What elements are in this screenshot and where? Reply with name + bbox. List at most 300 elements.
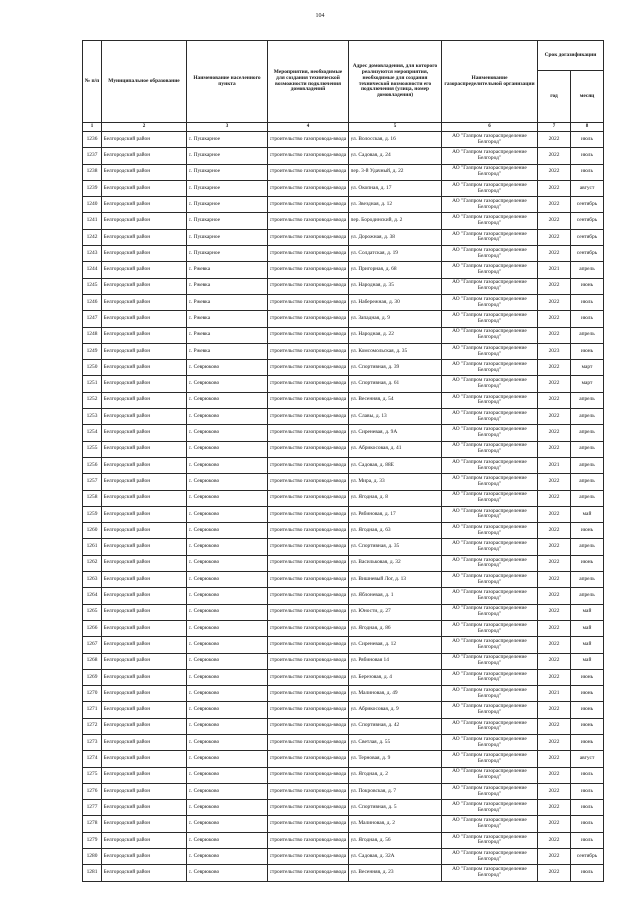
cell-address-text: ул. Сиреневая, д. 12 (350, 640, 397, 647)
cell-settlement-text: с. Пушкарное (188, 135, 220, 142)
cell-month (571, 506, 604, 522)
cell-gas-organization-text: АО "Газпром газораспределение Белгород" (452, 263, 527, 276)
cell-address (349, 718, 442, 734)
cell-month (571, 832, 604, 848)
cell-municipality (102, 523, 187, 539)
cell-address (349, 669, 442, 685)
cell-settlement (187, 392, 268, 408)
table-row (83, 620, 604, 636)
cell-address-text: ул. Спортивная, д. 35 (350, 543, 400, 550)
cell-settlement-text: с. Пушкарное (188, 217, 220, 224)
cell-year-text: 2022 (548, 152, 560, 159)
cell-municipality (102, 832, 187, 848)
cell-settlement-text: с. Севрюково (188, 722, 220, 729)
cell-address-text: ул. Ягодная, д. 86 (350, 624, 391, 631)
column-number: 8 (571, 123, 604, 132)
cell-year-text: 2022 (548, 657, 560, 664)
cell-address (349, 832, 442, 848)
cell-measure (268, 849, 349, 865)
cell-row-number (83, 409, 102, 425)
table-row (83, 457, 604, 473)
cell-municipality (102, 229, 187, 245)
cell-measure-text: строительство газопровода-ввода (269, 543, 347, 550)
cell-measure-text: строительство газопровода-ввода (269, 592, 347, 599)
cell-measure (268, 767, 349, 783)
table-row (83, 816, 604, 832)
cell-month (571, 653, 604, 669)
cell-municipality (102, 262, 187, 278)
table-row (83, 865, 604, 881)
cell-measure (268, 620, 349, 636)
cell-gas-organization-text: АО "Газпром газораспределение Белгород" (452, 507, 527, 520)
cell-address (349, 229, 442, 245)
cell-gas-organization (442, 180, 538, 196)
cell-gas-organization (442, 718, 538, 734)
cell-gas-organization (442, 588, 538, 604)
column-number: 7 (538, 123, 571, 132)
cell-address (349, 865, 442, 881)
cell-gas-organization-text: АО "Газпром газораспределение Белгород" (452, 556, 527, 569)
cell-year (538, 767, 571, 783)
cell-gas-organization (442, 490, 538, 506)
cell-settlement (187, 262, 268, 278)
cell-row-number (83, 132, 102, 148)
cell-municipality-text: Белгородский район (103, 412, 151, 419)
cell-settlement-text: с. Ржевка (188, 266, 211, 273)
cell-municipality (102, 343, 187, 359)
cell-address-text: ул. Покровская, д. 7 (350, 787, 397, 794)
cell-settlement (187, 474, 268, 490)
cell-municipality (102, 457, 187, 473)
cell-gas-organization-text: АО "Газпром газораспределение Белгород" (452, 638, 527, 650)
cell-gas-organization-text: АО "Газпром газораспределение Белгород" (452, 312, 527, 324)
cell-year-text: 2022 (548, 477, 560, 484)
cell-address (349, 180, 442, 196)
cell-measure (268, 653, 349, 669)
cell-measure (268, 702, 349, 718)
cell-row-number (83, 164, 102, 180)
cell-address (349, 555, 442, 571)
column-number: 1 (83, 123, 102, 132)
cell-address (349, 637, 442, 653)
column-number: 2 (102, 123, 187, 132)
cell-gas-organization (442, 800, 538, 816)
table-row (83, 246, 604, 262)
cell-year (538, 832, 571, 848)
cell-address-text: ул. Окопная, д. 17 (350, 184, 392, 191)
cell-year-text: 2022 (548, 168, 560, 175)
cell-year (538, 457, 571, 473)
cell-municipality-text: Белгородский район (103, 722, 151, 729)
cell-address (349, 392, 442, 408)
cell-municipality (102, 278, 187, 294)
cell-settlement (187, 506, 268, 522)
cell-address-text: ул. Звездная, д. 12 (350, 200, 393, 207)
cell-municipality-text: Белгородский район (103, 298, 151, 305)
cell-settlement-text: с. Севрюково (188, 363, 220, 370)
cell-gas-organization-text: АО "Газпром газораспределение Белгород" (452, 540, 527, 553)
cell-row-number-text: 1269 (86, 673, 98, 680)
cell-year (538, 213, 571, 229)
header-settlement: Наименование населенного пункта (187, 41, 268, 123)
cell-measure (268, 457, 349, 473)
cell-month-text: июль (581, 820, 593, 827)
cell-month-text: июнь (580, 689, 594, 696)
cell-gas-organization (442, 360, 538, 376)
cell-address (349, 702, 442, 718)
cell-row-number-text: 1277 (86, 803, 98, 810)
cell-address (349, 572, 442, 588)
cell-municipality (102, 213, 187, 229)
cell-settlement (187, 620, 268, 636)
cell-municipality (102, 637, 187, 653)
cell-measure-text: строительство газопровода-ввода (269, 347, 347, 354)
cell-gas-organization (442, 457, 538, 473)
cell-measure (268, 278, 349, 294)
cell-settlement (187, 669, 268, 685)
table-row (83, 360, 604, 376)
cell-municipality (102, 702, 187, 718)
cell-month (571, 849, 604, 865)
cell-year (538, 490, 571, 506)
cell-gas-organization-text: АО "Газпром газораспределение Белгород" (452, 279, 527, 292)
table-row (83, 441, 604, 457)
cell-month (571, 425, 604, 441)
cell-month (571, 734, 604, 750)
cell-municipality (102, 849, 187, 865)
cell-row-number (83, 832, 102, 848)
cell-measure (268, 327, 349, 343)
cell-measure-text: строительство газопровода-ввода (269, 657, 347, 664)
cell-row-number (83, 865, 102, 881)
cell-gas-organization-text: АО "Газпром газораспределение Белгород" (452, 866, 527, 878)
cell-measure-text: строительство газопровода-ввода (269, 673, 347, 680)
cell-address (349, 425, 442, 441)
cell-address-text: ул. Сиреневая, д. 9А (350, 429, 398, 436)
cell-address (349, 588, 442, 604)
cell-gas-organization (442, 783, 538, 799)
cell-row-number (83, 441, 102, 457)
cell-address-text: ул. Абрикосовая, д. 9 (350, 706, 399, 713)
cell-gas-organization (442, 653, 538, 669)
cell-gas-organization-text: АО "Газпром газораспределение Белгород" (452, 686, 527, 699)
cell-month-text: апрель (579, 412, 595, 419)
cell-address-text: ул. Набережная, д. 30 (350, 298, 400, 305)
cell-month-text: июль (581, 168, 593, 175)
header-municipality: Муниципальное образование (102, 41, 187, 123)
cell-year-text: 2022 (548, 592, 560, 599)
cell-address (349, 800, 442, 816)
cell-address (349, 262, 442, 278)
cell-municipality-text: Белгородский район (103, 608, 151, 615)
cell-measure (268, 213, 349, 229)
cell-gas-organization-text: АО "Газпром газораспределение Белгород" (452, 849, 527, 862)
cell-row-number-text: 1250 (86, 363, 98, 370)
cell-row-number-text: 1281 (86, 869, 98, 876)
header-year: год (538, 71, 571, 123)
cell-settlement (187, 376, 268, 392)
cell-measure-text: строительство газопровода-ввода (269, 266, 347, 273)
table-row (83, 686, 604, 702)
cell-address (349, 246, 442, 262)
cell-row-number (83, 734, 102, 750)
cell-address-text: ул. Волосская, д. 16 (350, 135, 396, 142)
cell-year (538, 523, 571, 539)
cell-settlement-text: с. Севрюково (188, 494, 220, 501)
cell-settlement (187, 800, 268, 816)
table-row (83, 213, 604, 229)
cell-settlement-text: с. Пушкарное (188, 184, 220, 191)
cell-month-text: июль (581, 135, 593, 142)
table-row (83, 425, 604, 441)
cell-row-number-text: 1240 (86, 200, 98, 207)
cell-month (571, 490, 604, 506)
cell-municipality (102, 327, 187, 343)
cell-measure (268, 490, 349, 506)
cell-municipality (102, 132, 187, 148)
cell-year-text: 2022 (548, 445, 560, 452)
table-row (83, 180, 604, 196)
table-row (83, 718, 604, 734)
cell-municipality-text: Белгородский район (103, 543, 151, 550)
cell-measure (268, 294, 349, 310)
cell-month-text: апрель (579, 429, 595, 436)
cell-address-text: ул. Малиновая, д. 2 (350, 820, 395, 827)
cell-month (571, 409, 604, 425)
cell-month-text: июнь (580, 706, 594, 713)
cell-measure-text: строительство газопровода-ввода (269, 477, 347, 484)
cell-municipality (102, 783, 187, 799)
cell-gas-organization (442, 604, 538, 620)
cell-measure (268, 832, 349, 848)
cell-month (571, 441, 604, 457)
cell-municipality-text: Белгородский район (103, 217, 151, 224)
cell-gas-organization-text: АО "Газпром газораспределение Белгород" (452, 246, 527, 259)
cell-settlement-text: с. Севрюково (188, 592, 220, 599)
cell-municipality-text: Белгородский район (103, 771, 151, 778)
cell-month (571, 539, 604, 555)
cell-address (349, 751, 442, 767)
cell-measure-text: строительство газопровода-ввода (269, 836, 347, 843)
cell-settlement (187, 490, 268, 506)
cell-measure (268, 180, 349, 196)
cell-month-text: апрель (579, 266, 595, 273)
cell-measure-text: строительство газопровода-ввода (269, 282, 347, 289)
cell-municipality (102, 718, 187, 734)
cell-row-number-text: 1249 (86, 347, 98, 354)
cell-address (349, 213, 442, 229)
cell-settlement (187, 767, 268, 783)
cell-settlement (187, 278, 268, 294)
cell-measure-text: строительство газопровода-ввода (269, 445, 347, 452)
cell-row-number (83, 539, 102, 555)
cell-settlement (187, 213, 268, 229)
cell-measure (268, 164, 349, 180)
cell-year (538, 229, 571, 245)
cell-year-text: 2022 (548, 429, 560, 436)
cell-row-number (83, 392, 102, 408)
cell-municipality-text: Белгородский район (103, 706, 151, 713)
cell-settlement (187, 327, 268, 343)
cell-municipality (102, 164, 187, 180)
cell-municipality-text: Белгородский район (103, 510, 151, 517)
cell-municipality-text: Белгородский район (103, 331, 151, 338)
cell-measure-text: строительство газопровода-ввода (269, 738, 347, 745)
cell-settlement-text: с. Севрюково (188, 543, 220, 550)
cell-municipality (102, 197, 187, 213)
cell-month-text: июнь (580, 559, 594, 566)
cell-settlement (187, 311, 268, 327)
table-row (83, 783, 604, 799)
cell-settlement (187, 343, 268, 359)
cell-measure (268, 246, 349, 262)
cell-settlement-text: с. Севрюково (188, 608, 220, 615)
table-row (83, 197, 604, 213)
cell-address-text: ул. Весенняя, д. 54 (350, 396, 394, 403)
cell-settlement (187, 457, 268, 473)
cell-row-number (83, 849, 102, 865)
cell-municipality-text: Белгородский район (103, 266, 151, 273)
cell-municipality-text: Белгородский район (103, 689, 151, 696)
cell-row-number-text: 1241 (86, 217, 98, 224)
cell-measure (268, 539, 349, 555)
cell-year (538, 343, 571, 359)
cell-municipality (102, 751, 187, 767)
cell-row-number-text: 1238 (86, 168, 98, 175)
cell-measure (268, 751, 349, 767)
cell-measure-text: строительство газопровода-ввода (269, 152, 347, 159)
cell-row-number-text: 1279 (86, 836, 98, 843)
cell-settlement-text: с. Севрюково (188, 624, 220, 631)
cell-address-text: ул. Комсомольская, д. 35 (350, 347, 408, 354)
table-row (83, 572, 604, 588)
cell-settlement-text: с. Пушкарное (188, 249, 220, 256)
table-row (83, 327, 604, 343)
cell-settlement (187, 523, 268, 539)
cell-municipality (102, 816, 187, 832)
cell-address-text: ул. Ягодная, д. 8 (350, 494, 388, 501)
cell-month (571, 246, 604, 262)
cell-year-text: 2022 (548, 755, 560, 762)
cell-address-text: ул. Пригорная, д. 68 (350, 266, 397, 273)
cell-gas-organization-text: АО "Газпром газораспределение Белгород" (452, 214, 527, 227)
cell-gas-organization (442, 572, 538, 588)
cell-settlement-text: с. Ржевка (188, 298, 211, 305)
cell-year (538, 246, 571, 262)
cell-row-number (83, 148, 102, 164)
cell-year (538, 604, 571, 620)
cell-gas-organization (442, 343, 538, 359)
cell-measure-text: строительство газопровода-ввода (269, 168, 347, 175)
cell-measure-text: строительство газопровода-ввода (269, 461, 347, 468)
table-row (83, 702, 604, 718)
cell-municipality-text: Белгородский район (103, 315, 151, 321)
cell-row-number (83, 343, 102, 359)
cell-measure-text: строительство газопровода-ввода (269, 624, 347, 631)
cell-row-number-text: 1243 (86, 249, 98, 256)
cell-measure (268, 132, 349, 148)
cell-gas-organization (442, 637, 538, 653)
cell-year-text: 2022 (548, 184, 560, 191)
cell-row-number-text: 1242 (86, 233, 98, 240)
cell-month-text: март (581, 380, 593, 387)
cell-gas-organization-text: АО "Газпром газораспределение Белгород" (452, 768, 527, 781)
cell-month-text: июль (581, 803, 593, 810)
table-row (83, 539, 604, 555)
cell-address (349, 278, 442, 294)
cell-gas-organization (442, 294, 538, 310)
cell-month-text: август (579, 184, 595, 191)
cell-row-number (83, 425, 102, 441)
cell-settlement-text: с. Севрюково (188, 445, 220, 452)
cell-address-text: ул. Рябиновая 14 (350, 657, 389, 664)
cell-gas-organization-text: АО "Газпром газораспределение Белгород" (452, 409, 527, 422)
cell-measure (268, 734, 349, 750)
cell-row-number-text: 1263 (86, 575, 98, 582)
cell-month (571, 604, 604, 620)
cell-month (571, 278, 604, 294)
cell-measure (268, 555, 349, 571)
table-row (83, 474, 604, 490)
cell-gas-organization (442, 425, 538, 441)
cell-year (538, 620, 571, 636)
cell-month (571, 392, 604, 408)
table-row (83, 148, 604, 164)
cell-municipality (102, 360, 187, 376)
table-row (83, 343, 604, 359)
cell-settlement-text: с. Севрюково (188, 510, 220, 517)
cell-gas-organization (442, 865, 538, 881)
cell-year-text: 2022 (548, 673, 560, 680)
cell-address (349, 457, 442, 473)
cell-settlement-text: с. Севрюково (188, 869, 220, 876)
cell-year (538, 278, 571, 294)
cell-municipality-text: Белгородский район (103, 526, 151, 533)
cell-settlement (187, 294, 268, 310)
cell-row-number (83, 246, 102, 262)
cell-year (538, 360, 571, 376)
cell-measure (268, 425, 349, 441)
cell-month-text: апрель (579, 445, 595, 452)
cell-row-number-text: 1266 (86, 624, 98, 631)
cell-month-text: сентябрь (576, 852, 598, 859)
cell-measure (268, 783, 349, 799)
cell-municipality-text: Белгородский район (103, 787, 151, 794)
cell-month-text: июнь (580, 673, 594, 680)
cell-month-text: июнь (580, 282, 594, 289)
cell-settlement (187, 816, 268, 832)
cell-municipality-text: Белгородский район (103, 380, 151, 387)
cell-address (349, 164, 442, 180)
cell-row-number-text: 1261 (86, 543, 98, 550)
cell-month-text: июнь (580, 347, 594, 354)
cell-settlement-text: с. Севрюково (188, 706, 220, 713)
cell-month-text: август (579, 755, 595, 762)
cell-gas-organization (442, 669, 538, 685)
column-number: 6 (442, 123, 538, 132)
cell-municipality (102, 180, 187, 196)
cell-settlement (187, 539, 268, 555)
cell-month (571, 376, 604, 392)
cell-month (571, 294, 604, 310)
cell-row-number (83, 751, 102, 767)
cell-row-number-text: 1248 (86, 331, 98, 338)
cell-row-number-text: 1251 (86, 380, 98, 387)
cell-municipality (102, 425, 187, 441)
cell-settlement (187, 865, 268, 881)
cell-month (571, 718, 604, 734)
cell-settlement-text: с. Севрюково (188, 771, 220, 778)
